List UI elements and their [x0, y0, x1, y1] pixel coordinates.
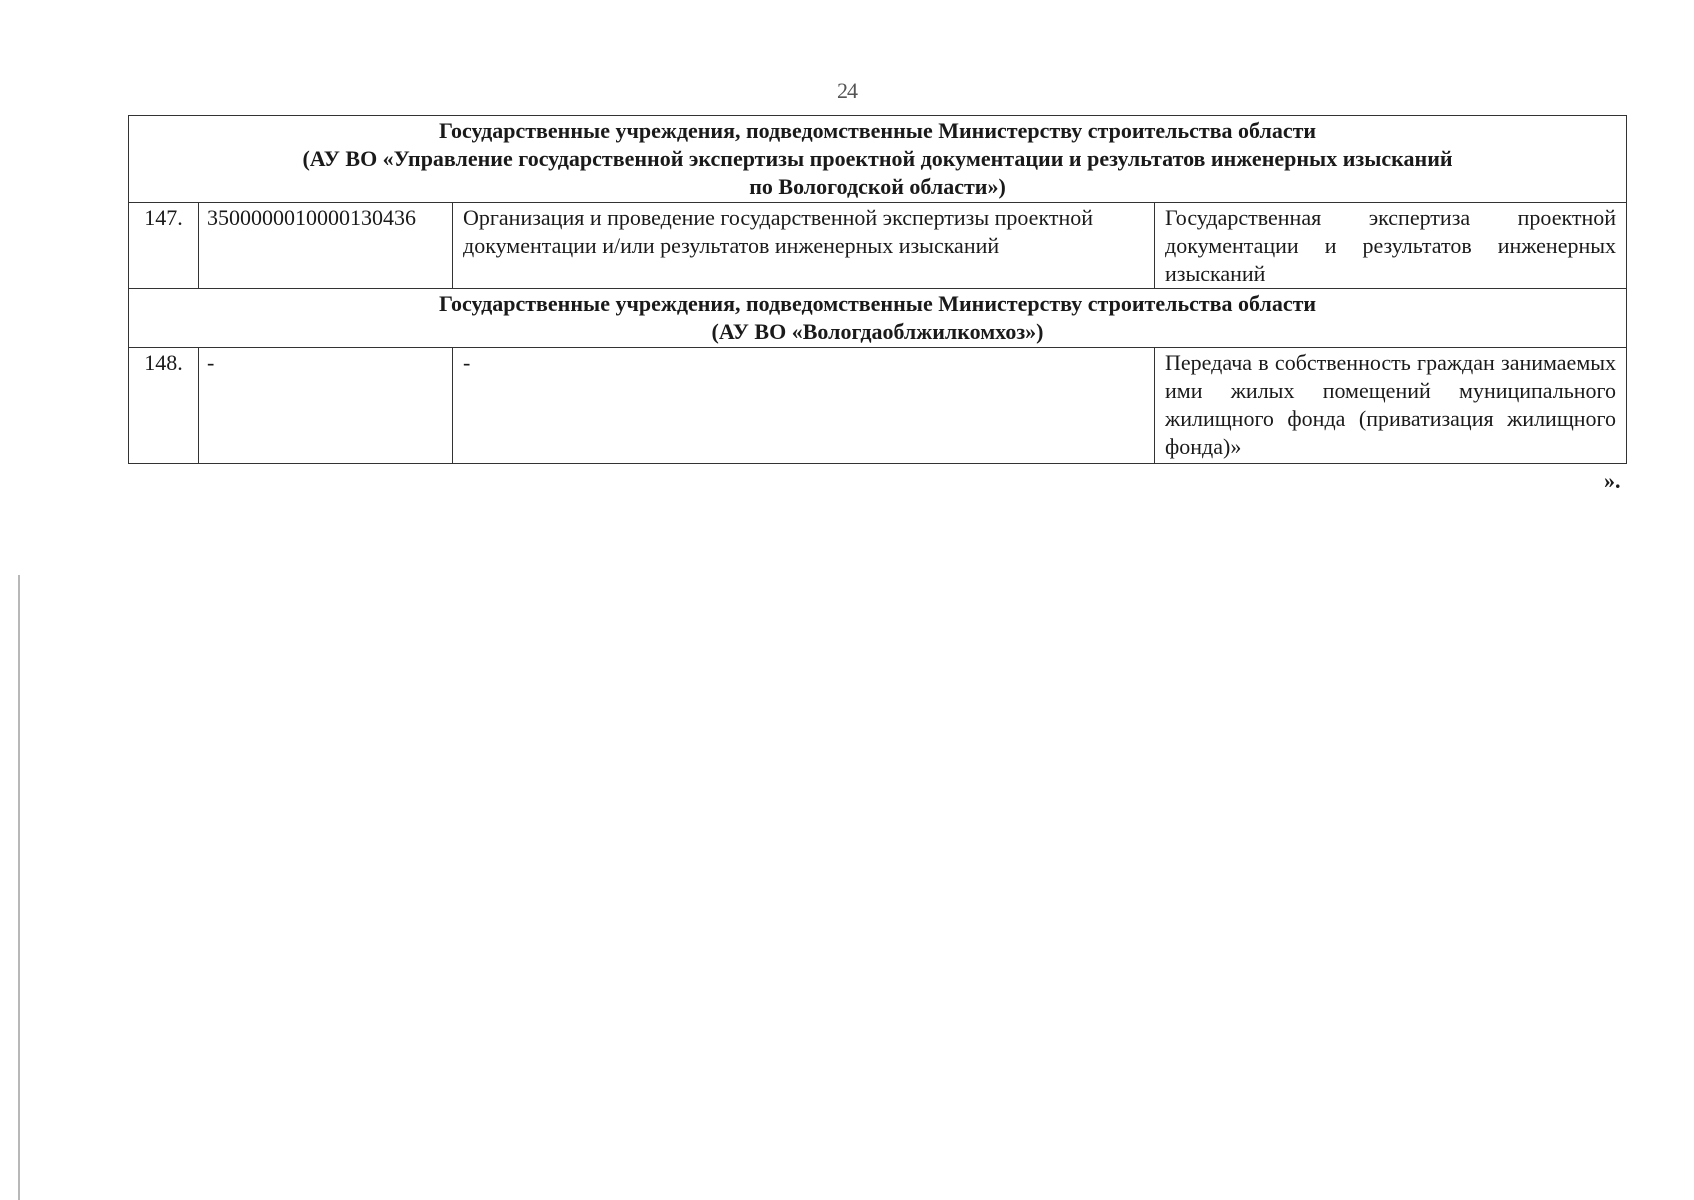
service-description: Передача в собственность граждан занимаемых ими жилых помещений муниципального жилищного фонда (приватизация жилищного фонда)» — [1155, 348, 1627, 464]
section-header — [129, 116, 1627, 203]
section-header-row — [129, 289, 1627, 348]
section-title-line: Государственные учреждения, подведомственные Министерству строительства области — [438, 291, 1317, 316]
section-title-line: по Вологодской области») — [749, 174, 1006, 199]
section-title-line: (АУ ВО «Вологдаоблжилкомхоз») — [711, 319, 1044, 344]
services-table — [128, 115, 1627, 464]
section-title-line: (АУ ВО «Управление государственной экспертизы проектной документации и результатов инженерных изысканий — [302, 146, 1453, 171]
service-description: Государственная экспертиза проектной документации и результатов инженерных изысканий — [1155, 203, 1627, 289]
page-number: 24 — [837, 78, 857, 103]
registry-code: 3500000010000130436 — [199, 203, 453, 289]
registry-code: - — [199, 348, 453, 464]
row-number: 148. — [129, 348, 199, 464]
closing-quote-mark: ». — [1604, 468, 1621, 493]
table-row — [129, 348, 1627, 464]
section-title-line: Государственные учреждения, подведомственные Министерству строительства области — [438, 118, 1317, 143]
section-header-row — [129, 116, 1627, 203]
service-name: Организация и проведение государственной экспертизы проектной документации и/или результатов инженерных изысканий — [453, 203, 1155, 289]
section-header — [129, 289, 1627, 348]
scan-edge-line — [18, 575, 20, 1200]
row-number: 147. — [129, 203, 199, 289]
table-row — [129, 203, 1627, 289]
service-name: - — [453, 348, 1155, 464]
